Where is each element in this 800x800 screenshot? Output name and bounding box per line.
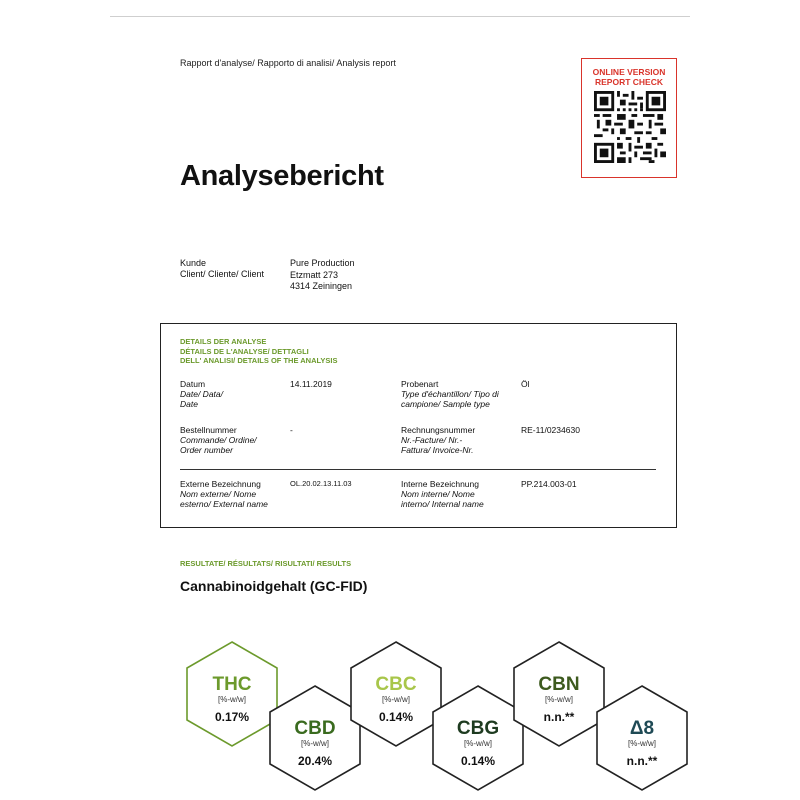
hex-name: CBD xyxy=(294,718,336,739)
qr-label-line2: REPORT CHECK xyxy=(594,77,663,87)
client-city: 4314 Zeiningen xyxy=(290,281,353,291)
date-label-line2: Date/ Data/ xyxy=(180,389,223,399)
external-name-label-line1: Externe Bezeichnung xyxy=(180,479,261,489)
sample-type-label-line2: Type d'échantillon/ Tipo di xyxy=(401,389,499,399)
details-heading-line3: DELL' ANALISI/ DETAILS OF THE ANALYSIS xyxy=(180,356,338,365)
hex-unit: [%-w/w] xyxy=(628,739,656,748)
external-name-value: OL.20.02.13.11.03 xyxy=(290,479,352,488)
hex-name: THC xyxy=(212,674,252,695)
hex-cbc-cell xyxy=(351,642,441,746)
invoice-number-label-line1: Rechnungsnummer xyxy=(401,425,476,435)
hex-unit: [%-w/w] xyxy=(382,695,410,704)
external-name-label-line2: Nom externe/ Nome xyxy=(180,489,257,499)
hex-value: 0.14% xyxy=(460,754,496,768)
hex-8-cell xyxy=(597,686,687,790)
report-type-line: Rapport d'analyse/ Rapporto di analisi/ Analysis report xyxy=(180,58,396,68)
hex-value: 0.17% xyxy=(214,710,250,724)
client-label-multi: Client/ Cliente/ Client xyxy=(180,269,265,279)
hex-name: CBG xyxy=(456,718,500,739)
internal-name-label-line3: interno/ Internal name xyxy=(401,499,484,509)
hex-unit: [%-w/w] xyxy=(545,695,573,704)
client-street: Etzmatt 273 xyxy=(290,269,339,280)
client-name: Pure Production xyxy=(290,258,355,268)
hex-thc-cell xyxy=(187,642,277,746)
internal-name-label-line2: Nom interne/ Nome xyxy=(401,489,475,499)
date-value: 14.11.2019 xyxy=(290,379,332,389)
hex-value: 0.14% xyxy=(378,710,414,724)
hex-cbd-cell xyxy=(270,686,360,790)
client-label-de: Kunde xyxy=(180,258,207,268)
sample-type-label-line1: Probenart xyxy=(401,379,439,389)
invoice-number-label-line3: Fattura/ Invoice-Nr. xyxy=(401,445,474,455)
hex-value: n.n.** xyxy=(543,710,575,724)
internal-name-label-line1: Interne Bezeichnung xyxy=(401,479,479,489)
sample-type-value: Öl xyxy=(521,379,530,389)
order-number-value: - xyxy=(290,425,293,435)
hex-value: n.n.** xyxy=(626,754,658,768)
internal-name-value: PP.214.003-01 xyxy=(521,479,577,489)
hex-cbn-cell xyxy=(514,642,604,746)
sample-type-label-line3: campione/ Sample type xyxy=(401,399,490,409)
hex-name: CBC xyxy=(375,674,417,695)
invoice-number-label-line2: Nr.-Facture/ Nr.- xyxy=(401,435,463,445)
hex-unit: [%-w/w] xyxy=(301,739,329,748)
results-heading: RESULTATE/ RÉSULTATS/ RISULTATI/ RESULTS xyxy=(180,559,352,568)
order-number-label-line1: Bestellnummer xyxy=(180,425,237,435)
external-name-label-line3: esterno/ External name xyxy=(180,499,268,509)
hex-unit: [%-w/w] xyxy=(218,695,246,704)
hex-value: 20.4% xyxy=(297,754,333,768)
hex-cbg-cell xyxy=(433,686,523,790)
hex-unit: [%-w/w] xyxy=(464,739,492,748)
details-heading-line2: DÉTAILS DE L'ANALYSE/ DETTAGLI xyxy=(180,346,309,356)
details-heading-line1: DETAILS DER ANALYSE xyxy=(180,337,267,346)
order-number-label-line3: Order number xyxy=(180,445,233,455)
date-label-line3: Date xyxy=(180,399,198,409)
order-number-label-line2: Commande/ Ordine/ xyxy=(180,435,257,445)
results-title: Cannabinoidgehalt (GC-FID) xyxy=(180,578,368,594)
hex-name: CBN xyxy=(538,674,580,695)
date-label-line1: Datum xyxy=(180,379,206,389)
hex-name: Δ8 xyxy=(629,718,655,739)
qr-label-line1: ONLINE VERSION xyxy=(592,67,666,77)
invoice-number-value: RE-11/0234630 xyxy=(521,425,580,435)
page-title: Analysebericht xyxy=(180,160,384,192)
